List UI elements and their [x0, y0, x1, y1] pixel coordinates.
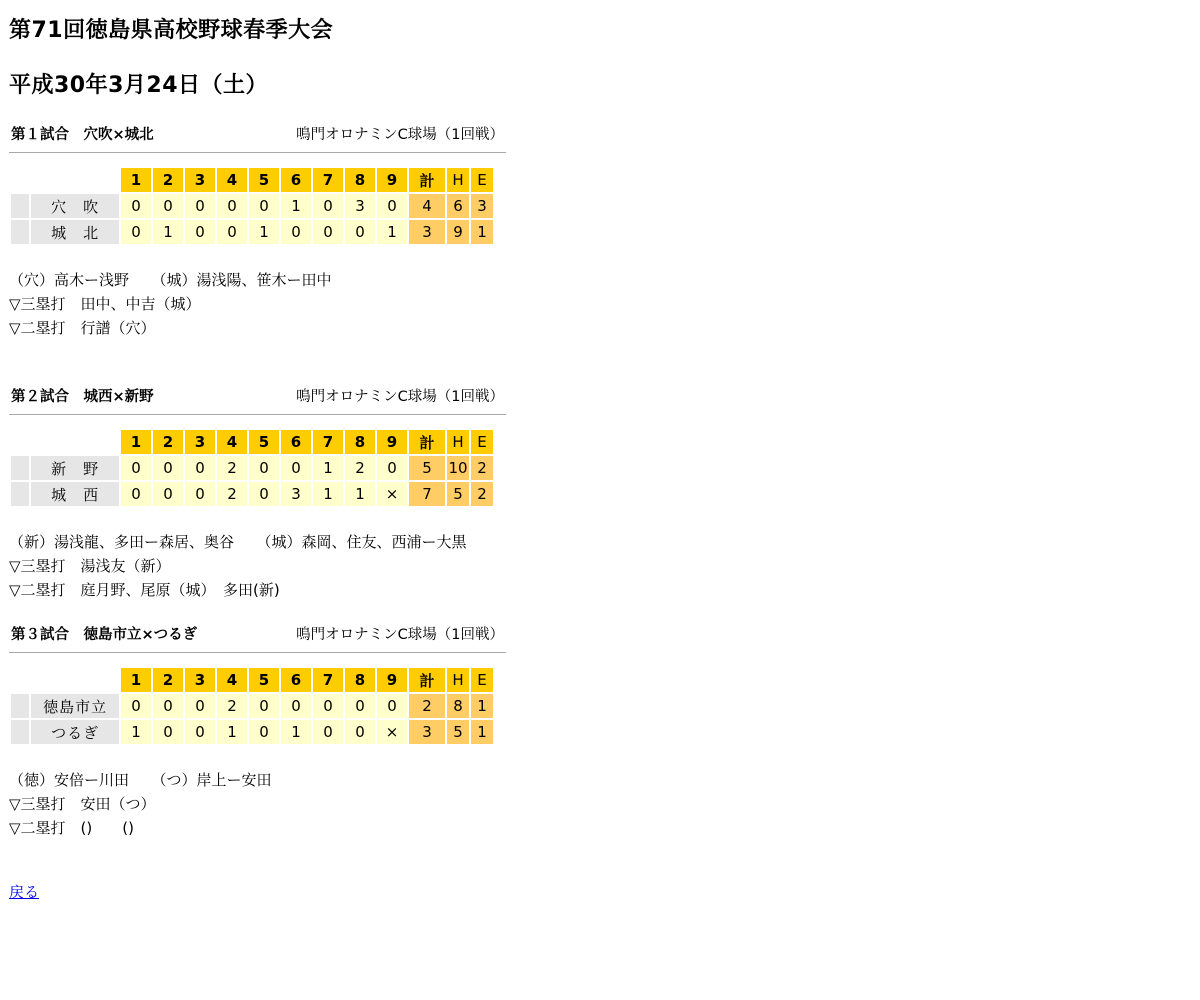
inning-score: 0: [153, 482, 183, 506]
header-cell: 9: [377, 430, 407, 454]
inning-score: 0: [281, 220, 311, 244]
inning-score: 2: [217, 456, 247, 480]
team-name: 城 西: [31, 482, 119, 506]
inning-score: 1: [281, 720, 311, 744]
inning-score: 0: [153, 456, 183, 480]
hits: 5: [447, 720, 469, 744]
game-venue: 鳴門オロナミンC球場（1回戦）: [296, 389, 504, 405]
team-name: 城 北: [31, 220, 119, 244]
scoreboard: [9, 166, 495, 246]
team-row: [11, 456, 493, 480]
header-cell: 計: [409, 668, 445, 692]
team-marker: [11, 456, 29, 480]
team-marker: [11, 482, 29, 506]
header-cell: 7: [313, 668, 343, 692]
game-venue: 鳴門オロナミンC球場（1回戦）: [296, 627, 504, 643]
header-cell: E: [471, 668, 493, 692]
inning-score: 0: [121, 220, 151, 244]
header-cell: 8: [345, 168, 375, 192]
pitchers-catchers: （徳）安倍ー川田 （つ）岸上ー安田: [9, 771, 272, 789]
inning-score: 3: [281, 482, 311, 506]
team-name: つるぎ: [31, 720, 119, 744]
hits: 8: [447, 694, 469, 718]
game-3: [9, 622, 509, 837]
header-cell: 1: [121, 168, 151, 192]
pitchers-catchers: （穴）高木ー浅野 （城）湯浅陽、笹木ー田中: [9, 271, 332, 289]
game-notes: [9, 768, 272, 840]
header-cell: H: [447, 668, 469, 692]
game-title: 第１試合 穴吹×城北: [11, 127, 154, 143]
team-row: [11, 220, 493, 244]
inning-score: 0: [217, 220, 247, 244]
inning-score: 0: [377, 194, 407, 218]
header-cell: 5: [249, 668, 279, 692]
team-name: 徳島市立: [31, 694, 119, 718]
inning-score: 0: [249, 482, 279, 506]
inning-score: 0: [345, 720, 375, 744]
team-row: [11, 720, 493, 744]
pitchers-catchers: （新）湯浅龍、多田ー森居、奥谷 （城）森岡、住友、西浦ー大黒: [9, 533, 467, 551]
errors: 1: [471, 694, 493, 718]
header-cell: 7: [313, 168, 343, 192]
inning-score: 0: [249, 194, 279, 218]
game-notes: [9, 268, 332, 340]
game-1: [9, 122, 509, 337]
header-cell: 3: [185, 168, 215, 192]
inning-score: 0: [217, 194, 247, 218]
triples: ▽三塁打 安田（つ）: [9, 795, 156, 813]
inning-score: 0: [313, 694, 343, 718]
header-cell: 7: [313, 430, 343, 454]
header-cell: H: [447, 430, 469, 454]
header-cell: 5: [249, 168, 279, 192]
header-cell: E: [471, 430, 493, 454]
game-header: [9, 384, 506, 415]
scoreboard: [9, 666, 495, 746]
header-cell: E: [471, 168, 493, 192]
inning-score: 1: [121, 720, 151, 744]
header-cell: H: [447, 168, 469, 192]
header-cell: 6: [281, 668, 311, 692]
team-marker: [11, 194, 29, 218]
total-runs: 3: [409, 720, 445, 744]
team-marker: [11, 220, 29, 244]
inning-score: 0: [121, 694, 151, 718]
inning-score: ×: [377, 482, 407, 506]
inning-score: 0: [249, 694, 279, 718]
inning-score: 0: [153, 720, 183, 744]
errors: 1: [471, 220, 493, 244]
header-cell: 8: [345, 668, 375, 692]
header-cell: 9: [377, 668, 407, 692]
inning-score: 0: [121, 482, 151, 506]
header-blank: [11, 430, 119, 454]
header-cell: 4: [217, 430, 247, 454]
inning-score: 1: [313, 456, 343, 480]
inning-score: 0: [281, 694, 311, 718]
inning-score: 0: [121, 456, 151, 480]
header-cell: 計: [409, 430, 445, 454]
header-cell: 9: [377, 168, 407, 192]
inning-score: 0: [185, 482, 215, 506]
inning-score: 0: [313, 220, 343, 244]
inning-score: 0: [185, 220, 215, 244]
inning-score: 1: [345, 482, 375, 506]
scoreboard: [9, 428, 495, 508]
inning-score: 0: [345, 694, 375, 718]
team-row: [11, 194, 493, 218]
inning-score: 1: [377, 220, 407, 244]
triples: ▽三塁打 湯浅友（新）: [9, 557, 171, 575]
inning-score: 0: [377, 456, 407, 480]
team-marker: [11, 694, 29, 718]
page-title: 第71回徳島県高校野球春季大会: [9, 18, 334, 43]
inning-score: 1: [249, 220, 279, 244]
header-cell: 2: [153, 168, 183, 192]
team-row: [11, 482, 493, 506]
inning-score: 2: [217, 694, 247, 718]
total-runs: 7: [409, 482, 445, 506]
header-cell: 1: [121, 668, 151, 692]
errors: 1: [471, 720, 493, 744]
doubles: ▽二塁打 庭月野、尾原（城） 多田(新): [9, 581, 280, 599]
game-2: [9, 384, 509, 599]
inning-score: 0: [377, 694, 407, 718]
inning-score: 0: [313, 720, 343, 744]
inning-score: 0: [121, 194, 151, 218]
total-runs: 2: [409, 694, 445, 718]
inning-score: 1: [153, 220, 183, 244]
innings-header-row: [11, 668, 493, 692]
inning-score: 1: [313, 482, 343, 506]
back-link[interactable]: 戻る: [9, 883, 40, 901]
inning-score: 1: [217, 720, 247, 744]
header-cell: 4: [217, 168, 247, 192]
inning-score: 0: [153, 194, 183, 218]
total-runs: 5: [409, 456, 445, 480]
header-cell: 4: [217, 668, 247, 692]
hits: 6: [447, 194, 469, 218]
inning-score: 0: [185, 194, 215, 218]
header-blank: [11, 668, 119, 692]
game-title: 第２試合 城西×新野: [11, 389, 154, 405]
game-title: 第３試合 徳島市立×つるぎ: [11, 627, 198, 643]
innings-header-row: [11, 168, 493, 192]
game-header: [9, 122, 506, 153]
inning-score: 0: [185, 720, 215, 744]
header-cell: 3: [185, 668, 215, 692]
errors: 3: [471, 194, 493, 218]
game-venue: 鳴門オロナミンC球場（1回戦）: [296, 127, 504, 143]
inning-score: 0: [345, 220, 375, 244]
header-cell: 6: [281, 430, 311, 454]
header-cell: 3: [185, 430, 215, 454]
header-cell: 5: [249, 430, 279, 454]
total-runs: 4: [409, 194, 445, 218]
inning-score: 0: [249, 456, 279, 480]
hits: 9: [447, 220, 469, 244]
inning-score: ×: [377, 720, 407, 744]
game-header: [9, 622, 506, 653]
total-runs: 3: [409, 220, 445, 244]
inning-score: 0: [281, 456, 311, 480]
header-cell: 1: [121, 430, 151, 454]
team-row: [11, 694, 493, 718]
innings-header-row: [11, 430, 493, 454]
game-date: 平成30年3月24日（土）: [9, 73, 269, 98]
inning-score: 0: [249, 720, 279, 744]
header-cell: 6: [281, 168, 311, 192]
team-name: 新 野: [31, 456, 119, 480]
inning-score: 0: [153, 694, 183, 718]
errors: 2: [471, 456, 493, 480]
inning-score: 0: [185, 694, 215, 718]
errors: 2: [471, 482, 493, 506]
inning-score: 1: [281, 194, 311, 218]
team-marker: [11, 720, 29, 744]
inning-score: 0: [313, 194, 343, 218]
hits: 10: [447, 456, 469, 480]
team-name: 穴 吹: [31, 194, 119, 218]
inning-score: 0: [185, 456, 215, 480]
inning-score: 2: [217, 482, 247, 506]
header-blank: [11, 168, 119, 192]
header-cell: 2: [153, 430, 183, 454]
header-cell: 8: [345, 430, 375, 454]
header-cell: 2: [153, 668, 183, 692]
inning-score: 2: [345, 456, 375, 480]
triples: ▽三塁打 田中、中吉（城）: [9, 295, 201, 313]
header-cell: 計: [409, 168, 445, 192]
doubles: ▽二塁打 () (): [9, 819, 134, 837]
game-notes: [9, 530, 467, 602]
inning-score: 3: [345, 194, 375, 218]
hits: 5: [447, 482, 469, 506]
doubles: ▽二塁打 行譜（穴）: [9, 319, 156, 337]
